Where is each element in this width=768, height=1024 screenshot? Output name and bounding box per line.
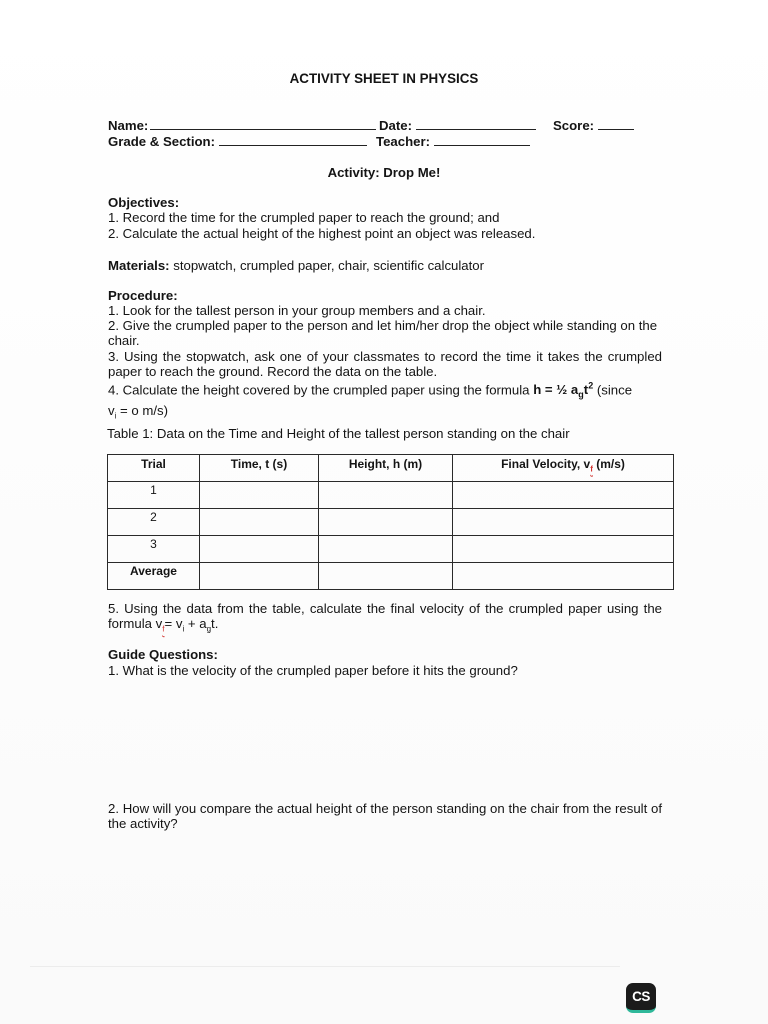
score-label: Score: (553, 118, 595, 133)
final-velocity-cell[interactable] (453, 482, 674, 509)
table-row (108, 509, 674, 536)
procedure-step-4-text: 4. Calculate the height covered by the crumpled paper using the formula (108, 382, 534, 398)
time-cell[interactable] (200, 563, 319, 590)
grade-section-label: Grade & Section: (108, 134, 215, 149)
guide-questions-heading: Guide Questions: (108, 647, 218, 662)
column-header-time: Time, t (s) (200, 455, 319, 482)
height-cell[interactable] (319, 536, 453, 563)
initial-velocity-note: $v_i = o$ m/s) (108, 403, 169, 421)
table-row (108, 563, 674, 590)
activity-title: Activity: Drop Me! (327, 165, 441, 180)
table-row (108, 482, 674, 509)
average-cell: Average (108, 563, 200, 590)
materials-text: stopwatch, crumpled paper, chair, scientific calculator (169, 258, 485, 273)
teacher-blank (434, 134, 530, 146)
guide-question-1: 1. What is the velocity of the crumpled paper before it hits the ground? (108, 663, 518, 678)
materials-line (108, 258, 484, 273)
time-cell[interactable] (200, 509, 319, 536)
final-velocity-cell[interactable] (453, 509, 674, 536)
objective-item-2: 2. Calculate the actual height of the highest point an object was released. (108, 226, 536, 241)
name-label: Name: (108, 118, 149, 133)
procedure-step-2: 2. Give the crumpled paper to the person and let him/her drop the object while standing on the chair. (108, 318, 658, 349)
final-velocity-cell[interactable] (453, 563, 674, 590)
grade-section-blank (219, 134, 367, 146)
column-header-height: Height, h (m) (319, 455, 453, 482)
objectives-heading: Objectives: (108, 195, 180, 210)
procedure-heading: Procedure: (108, 288, 178, 303)
trial-cell: 3 (108, 536, 200, 563)
materials-label: Materials: (108, 258, 170, 273)
page-edge-divider (30, 966, 620, 967)
procedure-step-3: 3. Using the stopwatch, ask one of your classmates to record the time it takes the crumpled paper to reach the ground. Record the data on the table. (108, 349, 662, 380)
final-velocity-cell[interactable] (453, 536, 674, 563)
camscanner-logo: CS (626, 983, 656, 1013)
trial-cell: 2 (108, 509, 200, 536)
procedure-step-4: 4. Calculate the height covered by the crumpled paper using the formula h = ½ $a_gt^2$ (since $v_i = o$ m/s) (108, 381, 633, 421)
score-blank (598, 118, 634, 130)
teacher-field (376, 134, 530, 149)
table-row (108, 536, 674, 563)
table-caption: Table 1: Data on the Time and Height of the tallest person standing on the chair (107, 426, 570, 441)
table-header-row (108, 455, 674, 482)
height-formula: h = ½ $a_gt^2$ (533, 381, 594, 401)
date-label: Date: (379, 118, 412, 133)
score-field (553, 118, 634, 133)
height-cell[interactable] (319, 509, 453, 536)
procedure-step-5-text: 5. Using the data from the table, calculate the final velocity of the crumpled paper using the formula (108, 601, 662, 632)
column-header-final-velocity: Final Velocity, $v_f$ (m/s) (453, 455, 674, 482)
height-cell[interactable] (319, 482, 453, 509)
column-header-trial: Trial (108, 455, 200, 482)
grade-section-field (108, 134, 367, 149)
name-blank (150, 118, 376, 130)
height-cell[interactable] (319, 563, 453, 590)
teacher-label: Teacher: (376, 134, 430, 149)
data-table (107, 454, 674, 590)
trial-cell: 1 (108, 482, 200, 509)
final-velocity-formula: $v_f= v_i + a_gt$. (155, 616, 219, 634)
time-cell[interactable] (200, 482, 319, 509)
page-title: ACTIVITY SHEET IN PHYSICS (289, 71, 479, 86)
name-field (108, 118, 376, 133)
date-blank (416, 118, 536, 130)
guide-question-2: 2. How will you compare the actual height of the person standing on the chair from the result of the activity? (108, 801, 662, 832)
objective-item-1: 1. Record the time for the crumpled paper to reach the ground; and (108, 210, 500, 225)
date-field (379, 118, 536, 133)
procedure-step-5 (108, 601, 662, 637)
time-cell[interactable] (200, 536, 319, 563)
procedure-step-1: 1. Look for the tallest person in your group members and a chair. (108, 303, 486, 318)
